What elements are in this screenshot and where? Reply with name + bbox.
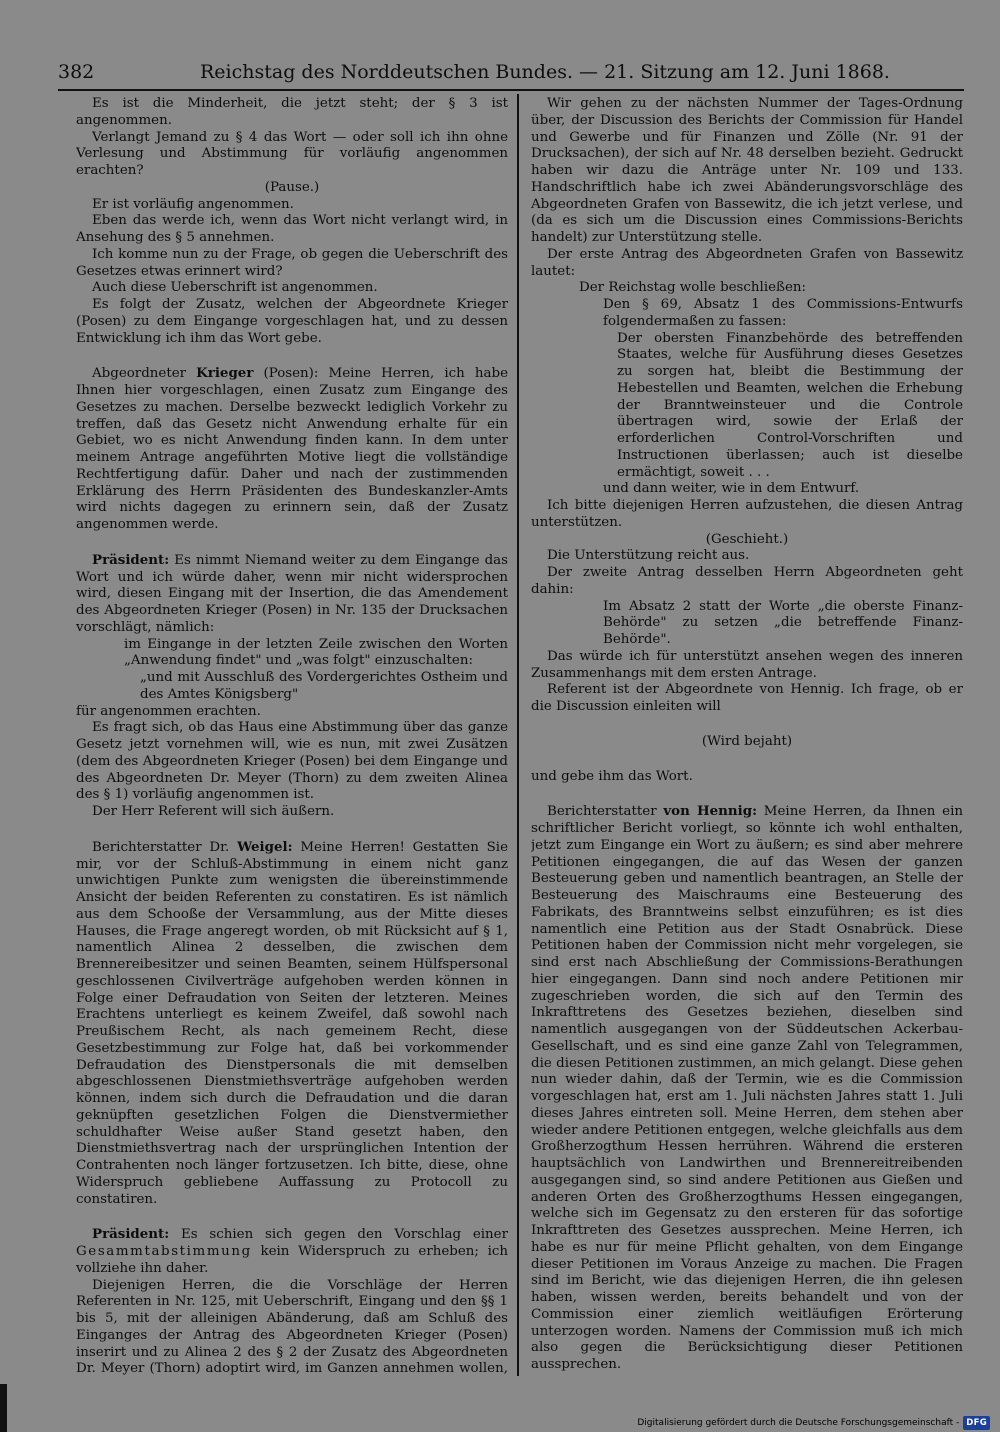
paragraph: Es folgt der Zusatz, welchen der Abgeordnete Krieger (Posen) zu dem Eingange vorgeschlagen hat, und zu dessen Entwicklung ich ihm das Wort gebe. bbox=[76, 297, 508, 346]
speaker-role: Berichterstatter Dr. bbox=[92, 839, 230, 855]
paragraph: und gebe ihm das Wort. bbox=[531, 768, 693, 784]
speech-krieger bbox=[76, 365, 508, 534]
quoted-insertion: „und mit Ausschluß des Vordergerichtes Ostheim und des Amtes Königsberg" bbox=[140, 670, 508, 702]
speaker-role: Abgeordneter bbox=[92, 366, 187, 382]
speaker-name: Weigel: bbox=[237, 838, 293, 855]
running-header bbox=[58, 58, 890, 86]
motion-text: und dann weiter, wie in dem Entwurf. bbox=[603, 481, 860, 497]
speech-text: Meine Herren, da Ihnen ein schriftlicher Bericht vorliegt, so könnte ich wohl enthalten, jetzt zum Eingange ein Wort zu äußern; es sind aber mehrere Petitionen eingegangen, die auf das Wesen der ganzen Besteuerung geben und namentlich beantragen, an Stelle der Besteuerung des Maischraums eine Besteuerung des Fabrikats, des Branntweins selbst einzuführen; es ist dies namentlich eine Petition aus der Stadt Osnabrück. Diese Petitionen haben der Commission nicht mehr vorgelegen, sie sind erst nach Abschließung der Commissions-Berathungen hier eingegangen. Dann sind noch andere Petitionen mir zugeschrieben worden, die sich auf den Termin des Inkrafttretens des Gesetzes beziehen, dieselben sind namentlich ausgegangen von der Süddeutschen Ackerbau-Gesellschaft, und es sind eine ganze Zahl von Telegrammen, die diesen Petitionen zustimmen, an mich gelangt. Diese gehen nun wieder dahin, daß der Termin, wie es die Commission vorgeschlagen hat, erst am 1. Juli nächsten Jahres statt 1. Juli dieses Jahres eintreten soll. Meine Herren, dem stehen aber wieder andere Petitionen entgegen, welche gleichfalls aus dem Großherzogthum Hessen herrühren. Während die ersteren hauptsächlich von Landwirthen und Brennereitreibenden ausgegangen sind, so sind andere Petitionen aus Gießen und anderen Orten des Großherzogthums Hessen eingegangen, welche sich im Gegensatz zu den ersteren für das sofortige Inkrafttreten des Gesetzes aussprechen. Meine Herren, ich habe es nur für meine Pflicht gehalten, von dem Eingange dieser Petitionen im Voraus Anzeige zu machen. Die Fragen sind im Bericht, wie das diejenigen Herren, die ihn gelesen haben, wissen werden, bereits behandelt und von der Commission einer ziemlich weitläufigen Erörterung unterzogen worden. Namens der Commission muß ich mich also gegen die Berücksichtigung dieser Petitionen aussprechen. bbox=[531, 804, 963, 1372]
motion-text: Den § 69, Absatz 1 des Commissions-Entwurfs folgendermaßen zu fassen: bbox=[603, 297, 963, 329]
paragraph: Er ist vorläufig angenommen. bbox=[92, 196, 294, 212]
paragraph: Verlangt Jemand zu § 4 das Wort — oder soll ich ihn ohne Verlesung und Abstimmung für vorläufig angenommen erachten? bbox=[76, 129, 508, 178]
paragraph: Diejenigen Herren, die die Vorschläge der Herren Referenten in Nr. 125, mit Ueberschrift, Eingang und den §§ 1 bis 5, mit der alleinigen Abänderung, daß am Schluß des Einganges der Antrag des Abgeordneten Krieger (Posen) inserirt und zu Alinea 2 des § 2 der Zusatz des Abgeordneten Dr. Meyer (Thorn) adoptirt wird, im Ganzen annehmen wollen, bbox=[76, 1277, 508, 1376]
speech-text: (Posen): Meine Herren, ich habe Ihnen hier vorgeschlagen, einen Zusatz zum Eingange des Gesetzes zu machen. Derselbe bezweckt lediglich Vorkehr zu treffen, daß das Gesetz nicht Anwendung erhalte für ein Gebiet, wo es nicht Anwendung finden kann. In dem unter meinem Antrage angeführten Motive liegt die vollständige Rechtfertigung dafür. Daher und nach der zustimmenden Erklärung des Herrn Präsidenten des Bundeskanzler-Amts wird nichts dagegen zu erinnern sein, daß der Zusatz angenommen werde. bbox=[76, 366, 508, 532]
motion-quote: Im Absatz 2 statt der Worte „die oberste Finanz-Behörde" zu setzen „die betreffende Finanz-Behörde". bbox=[603, 598, 963, 647]
paragraph: Eben das werde ich, wenn das Wort nicht verlangt wird, in Ansehung des § 5 annehmen. bbox=[76, 213, 508, 245]
footer-credit bbox=[637, 1414, 990, 1432]
stage-direction: (Geschieht.) bbox=[705, 531, 789, 547]
speech-text: Es schien sich gegen den Vorschlag einer bbox=[180, 1227, 508, 1243]
stage-direction: (Pause.) bbox=[264, 179, 320, 195]
speech-hennig bbox=[531, 803, 963, 1374]
speech-president bbox=[76, 1226, 508, 1277]
paragraph: Der erste Antrag des Abgeordneten Grafen von Bassewitz lautet: bbox=[531, 246, 963, 279]
speech-weigel bbox=[76, 839, 508, 1209]
speech-president bbox=[76, 552, 508, 637]
footer-text: Digitalisierung gefördert durch die Deutsche Forschungsgemeinschaft - bbox=[637, 1418, 960, 1428]
page-number: 382 bbox=[58, 61, 95, 83]
speaker-name: Krieger bbox=[196, 365, 254, 382]
paragraph: Der Herr Referent will sich äußern. bbox=[92, 804, 335, 819]
scan-edge-mark bbox=[0, 1384, 7, 1432]
speaker-name: von Hennig: bbox=[663, 803, 758, 820]
paragraph: Das würde ich für unterstützt ansehen wegen des inneren Zusammenhangs mit dem ersten Antrage. bbox=[531, 648, 963, 681]
dfg-logo-icon: DFG bbox=[963, 1416, 990, 1430]
left-column bbox=[76, 96, 508, 1376]
paragraph: für angenommen erachten. bbox=[76, 703, 261, 719]
speech-text: kein Widerspruch zu erheben; ich vollziehe ihn daher. bbox=[76, 1244, 508, 1276]
paragraph: Ich bitte diejenigen Herren aufzustehen, die diesen Antrag unterstützen. bbox=[531, 498, 963, 530]
page-title: Reichstag des Norddeutschen Bundes. — 21. Sitzung am 12. Juni 1868. bbox=[200, 61, 890, 83]
paragraph: Die Unterstützung reicht aus. bbox=[547, 548, 750, 564]
column-divider bbox=[517, 94, 519, 1376]
paragraph: Referent ist der Abgeordnete von Hennig. Ich frage, ob er die Discussion einleiten will bbox=[531, 682, 963, 714]
header-rule bbox=[58, 89, 964, 91]
stage-direction: (Wird bejaht) bbox=[701, 733, 793, 749]
paragraph: Der zweite Antrag desselben Herrn Abgeordneten geht dahin: bbox=[531, 565, 963, 597]
speaker-name: Präsident: bbox=[92, 1226, 170, 1243]
motion-intro: Der Reichstag wolle beschließen: bbox=[579, 280, 807, 296]
paragraph: Wir gehen zu der nächsten Nummer der Tages-Ordnung über, der Discussion des Berichts der Commission für Handel und Gewerbe und für Finanzen und Zölle (Nr. 91 der Drucksachen), der sich auf Nr. 48 derselben bezieht. Gedruckt haben wir dazu die Anträge unter Nr. 109 und 133. Handschriftlich habe ich zwei Abänderungsvorschläge des Abgeordneten Grafen von Bassewitz, die ich jetzt verlese, und (da es sich um die Discussion eines Commissions-Berichts handelt) zur Unterstützung stelle. bbox=[531, 96, 963, 245]
motion-quote: Der obersten Finanzbehörde des betreffenden Staates, welche für Ausführung dieses Gesetzes zu sorgen hat, bleibt die Bestimmung der Hebestellen und Beamten, welchen die Erhebung der Branntweinsteuer und die Controle übertragen wird, sowie der Erlaß der erforderlichen Control-Vorschriften und Instructionen überlassen; auch ist dieselbe ermächtigt, soweit . . . bbox=[617, 330, 963, 480]
speaker-role: Berichterstatter bbox=[547, 804, 657, 820]
paragraph: Es fragt sich, ob das Haus eine Abstimmung über das ganze Gesetz jetzt vornehmen will, wie es nun, mit zwei Zusätzen (dem des Abgeordneten Krieger (Posen) bei dem Eingange und des Abgeordneten Dr. Meyer (Thorn) zu dem zweiten Alinea des § 1) vorläufig angenommen ist. bbox=[76, 720, 508, 803]
spaced-term: Gesammtabstimmung bbox=[76, 1244, 252, 1259]
paragraph: Ich komme nun zu der Frage, ob gegen die Ueberschrift des Gesetzes etwas erinnert wird? bbox=[76, 246, 508, 279]
paragraph: Auch diese Ueberschrift ist angenommen. bbox=[92, 280, 378, 296]
speech-text: Es nimmt Niemand weiter zu dem Eingange das Wort und ich würde daher, wenn mir nicht widersprochen wird, diesen Eingang mit der Insertion, die das Amendement des Abgeordneten Krieger (Posen) in Nr. 135 der Drucksachen vorschlägt, nämlich: bbox=[76, 552, 508, 635]
speech-text: Meine Herren! Gestatten Sie mir, vor der Schluß-Abstimmung in einem nicht ganz unwichtigen Punkte zum wenigsten die übereinstimmende Ansicht der beiden Referenten zu constatiren. Es ist nämlich aus dem Schooße der Versammlung, aus der Mitte dieses Hauses, die Frage angeregt worden, ob mit Rücksicht auf § 1, namentlich Alinea 2 desselben, die zwischen dem Brennereibesitzer und seinen Beamten, seinem Hülfspersonal geschlossenen Civilverträge aufgehoben werden können in Folge einer Defraudation von Seiten der letzteren. Meines Erachtens unterliegt es keinem Zweifel, daß sowohl nach Preußischem Recht, als nach gemeinem Recht, diese Gesetzbestimmung zur Folge hat, daß bei vorkommender Defraudation des Dienstpersonals die mit demselben abgeschlossenen Dienstmiethsverträge aufgehoben werden können, indem sich durch die Defraudation und die daran geknüpften gesetzlichen Folgen die Dienstvermiether schuldhafter Weise außer Stand gesetzt haben, den Dienstmiethsvertrag nach der ursprünglichen Intention der Contrahenten noch länger fortzusetzen. Ich bitte, diese, ohne Widerspruch gebliebene Auffassung zu Protocoll zu constatiren. bbox=[76, 839, 508, 1207]
paragraph: Es ist die Minderheit, die jetzt steht; der § 3 ist angenommen. bbox=[76, 96, 508, 128]
speaker-name: Präsident: bbox=[92, 551, 170, 568]
right-column bbox=[531, 96, 963, 1376]
quoted-motion: im Eingange in der letzten Zeile zwischen den Worten „Anwendung findet" und „was folgt" einzuschalten: bbox=[124, 636, 508, 669]
